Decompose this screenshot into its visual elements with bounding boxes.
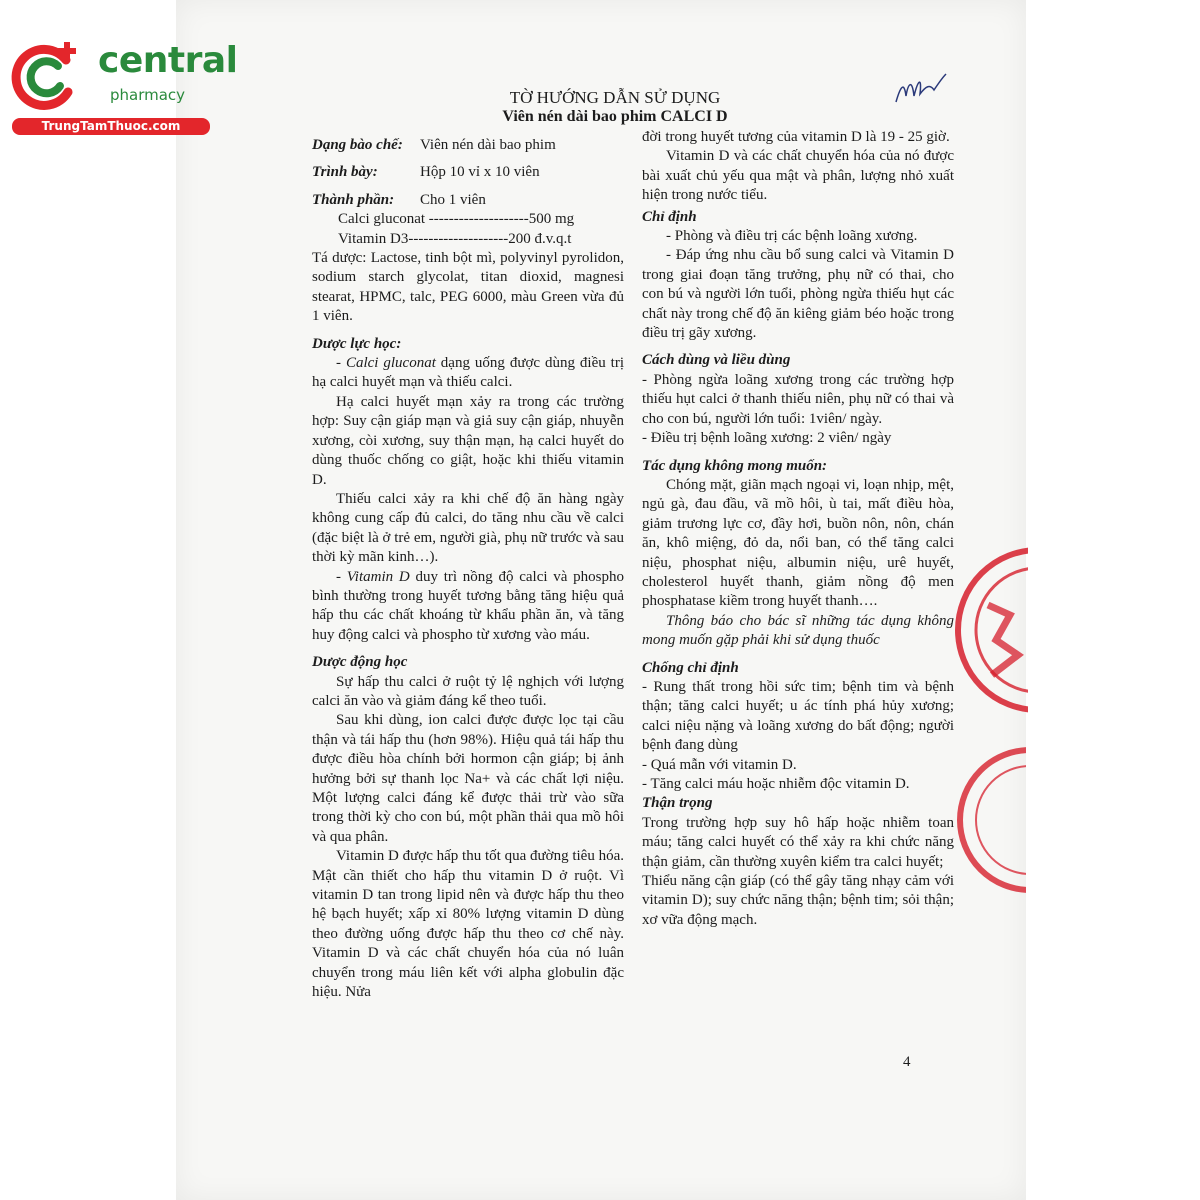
composition-value: Cho 1 viên — [420, 191, 486, 208]
pharmacodynamics-heading: Dược lực học: — [312, 335, 402, 352]
indication-1: - Phòng và điều trị các bệnh loãng xương. — [666, 228, 918, 245]
half-life-continuation: đời trong huyết tương của vitamin D là 19 - 25 giờ. — [642, 129, 950, 145]
caution-heading: Thận trọng — [642, 795, 713, 812]
contraindication-3: - Tăng calci máu hoặc nhiễm độc vitamin D. — [642, 776, 910, 792]
pk-paragraph-3: Vitamin D được hấp thu tốt qua đường tiêu hóa. Mật cần thiết cho hấp thu vitamin D ở ruột. Vì vitamin D tan trong lipid nên và được hấp thu theo hệ bạch huyết; xấp xỉ 80% lượng vitamin D dùng theo đường uống được hấp thu theo cơ chế này. Vitamin D và các chất chuyển hóa của nó luân chuyển trong máu liên kết với alpha globulin đặc hiệu. Nửa — [312, 848, 624, 1001]
pd-paragraph-3: Thiếu calci xảy ra khi chế độ ăn hàng ngày không cung cấp đủ calci, do tăng nhu cầu về calci (đặc biệt là ở trẻ em, người già, phụ nữ trước và sau thời kỳ mãn kinh…). — [312, 490, 624, 566]
ingredient-vitamin-d3: Vitamin D3--------------------200 đ.v.q.t — [338, 230, 572, 247]
logo-mark-icon — [10, 36, 90, 116]
pd-paragraph-2: Hạ calci huyết mạn xảy ra trong các trường hợp: Suy cận giáp mạn và giả suy cận giáp, nhuyễn xương, còi xương, suy thận mạn, hạ calci huyết do dùng thuốc chống co giật, hoặc khi thiếu vitamin D. — [312, 393, 624, 488]
signature-icon — [890, 70, 950, 110]
dosage-2: - Điều trị bệnh loãng xương: 2 viên/ ngày — [642, 430, 892, 447]
dosage-form-row — [312, 136, 624, 155]
indications-heading: Chỉ định — [642, 208, 697, 225]
excretion-paragraph: Vitamin D và các chất chuyển hóa của nó được bài xuất chủ yếu qua mật và phân, lượng nhỏ xuất hiện trong nước tiểu. — [642, 148, 954, 204]
pd-vitd-name: Vitamin D — [346, 568, 410, 585]
pd-calci-name: Calci gluconat — [345, 355, 436, 372]
document-subtitle: Viên nén dài bao phim CALCI D — [502, 108, 728, 125]
logo-subtitle: pharmacy — [110, 86, 186, 104]
contraindication-1: - Rung thất trong hồi sức tim; bệnh tim và bệnh thận; tăng calci huyết; u ác tính phá hủy xương; calci niệu nặng và loãng xương do bất động; người bệnh đang dùng — [642, 678, 954, 754]
composition-row — [312, 191, 624, 210]
central-pharmacy-logo[interactable] — [10, 36, 238, 136]
caution-2: Thiểu năng cận giáp (có thể gây tăng nhạy cảm với vitamin D); suy chức năng thận; bệnh tim; sỏi thận; xơ vữa động mạch. — [642, 873, 954, 928]
presentation-value: Hộp 10 vỉ x 10 viên — [420, 164, 540, 181]
pd-vitd-paragraph: - Vitamin D duy trì nồng độ calci và phospho bình thường trong huyết tương bằng tăng hiệu quả hấp thu các chất khoáng từ khẩu phần ăn, và tăng huy động calci và phospho từ xương vào máu. — [312, 568, 625, 643]
pk-paragraph-2: Sau khi dùng, ion calci được được lọc tại cầu thận và tái hấp thu (hơn 98%). Hiệu quả tái hấp thu được điều hòa chính bởi hormon cận giáp; bị ảnh hưởng bởi sự thanh lọc Na+ và các chất lợi niệu. Một lượng calci đáng kể được thải trừ vào sữa trong thời kỳ cho con bú, một phần thải qua mồ hôi và qua phân. — [312, 712, 624, 845]
pd-calci-text: dạng uống được dùng điều trị hạ calci huyết mạn và thiếu calci. — [312, 355, 624, 391]
page-margin — [1026, 0, 1200, 1200]
contraindication-2: - Quá mẫn với vitamin D. — [642, 756, 797, 773]
red-stamp-lower-icon — [930, 745, 1026, 895]
logo-website[interactable]: TrungTamThuoc.com — [12, 118, 210, 135]
ingredient-calci: Calci gluconat --------------------500 mg — [338, 211, 575, 228]
red-stamp-icon — [948, 545, 1028, 715]
excipients: Tá dược: Lactose, tinh bột mì, polyvinyl pyrolidon, sodium starch glycolat, titan dioxid, magnesi stearat, HPMC, talc, PEG 6000, màu Green vừa đủ 1 viên. — [312, 250, 624, 325]
contraindications-heading: Chống chỉ định — [642, 659, 739, 676]
dosage-form-label: Dạng bào chế: — [312, 137, 403, 153]
composition-label: Thành phần: — [312, 191, 395, 208]
dosage-form-value: Viên nén dài bao phim — [420, 137, 556, 153]
dosage-heading: Cách dùng và liều dùng — [642, 352, 791, 369]
side-effects-notice: Thông báo cho bác sĩ những tác dụng không mong muốn gặp phải khi sử dụng thuốc — [642, 612, 954, 649]
pd-calci-paragraph: - Calci gluconat dạng uống được dùng điều trị hạ calci huyết mạn và thiếu calci. — [312, 355, 624, 391]
presentation-label: Trình bày: — [312, 164, 378, 181]
page-number: 4 — [903, 1054, 911, 1070]
left-column — [312, 136, 624, 1002]
document-title: TỜ HƯỚNG DẪN SỬ DỤNG — [509, 88, 721, 107]
logo-name: central — [98, 40, 238, 81]
side-effects-heading: Tác dụng không mong muốn: — [642, 457, 828, 474]
pk-paragraph-1: Sự hấp thu calci ở ruột tỷ lệ nghịch với lượng calci ăn vào và giảm đáng kể theo tuổi. — [312, 673, 624, 709]
side-effects-text: Chóng mặt, giãn mạch ngoại vi, loạn nhịp, mệt, ngủ gà, đau đầu, vã mồ hôi, ù tai, mất điều hòa, giảm trương lực cơ, đầy hơi, buồn nôn, nôn, chán ăn, khô miệng, đỏ da, nổi ban, có thể tăng calci niệu, phosphat niệu, albumin niệu, urê huyết, cholesterol huyết thanh, giảm nồng độ men phosphatase kiềm trong huyết thanh…. — [642, 476, 954, 610]
presentation-row — [312, 163, 624, 182]
pharmacokinetics-heading: Dược động học — [312, 654, 408, 671]
indication-2: - Đáp ứng nhu cầu bổ sung calci và Vitamin D trong giai đoạn tăng trưởng, phụ nữ có thai, cho con bú và người lớn tuổi, phòng ngừa thiếu hụt các chất này trong chế độ ăn kiêng giảm béo hoặc trong điều trị gãy xương. — [642, 247, 954, 342]
caution-1: Trong trường hợp suy hô hấp hoặc nhiễm toan máu; tăng calci huyết có thể xảy ra khi chức năng thận giảm, cần thường xuyên kiểm tra calci huyết; — [642, 814, 954, 870]
pd-vitd-text: duy trì nồng độ calci và phospho bình thường trong huyết tương bằng tăng hiệu quả hấp thu các chất khoáng từ khẩu phần ăn, và tăng huy động calci và phospho từ xương vào máu. — [312, 568, 625, 643]
right-column — [642, 128, 954, 930]
dosage-1: - Phòng ngừa loãng xương trong các trường hợp thiếu hụt calci ở thanh thiếu niên, phụ nữ có thai và cho con bú, người lớn tuổi: 1viên/ ngày. — [642, 371, 954, 427]
